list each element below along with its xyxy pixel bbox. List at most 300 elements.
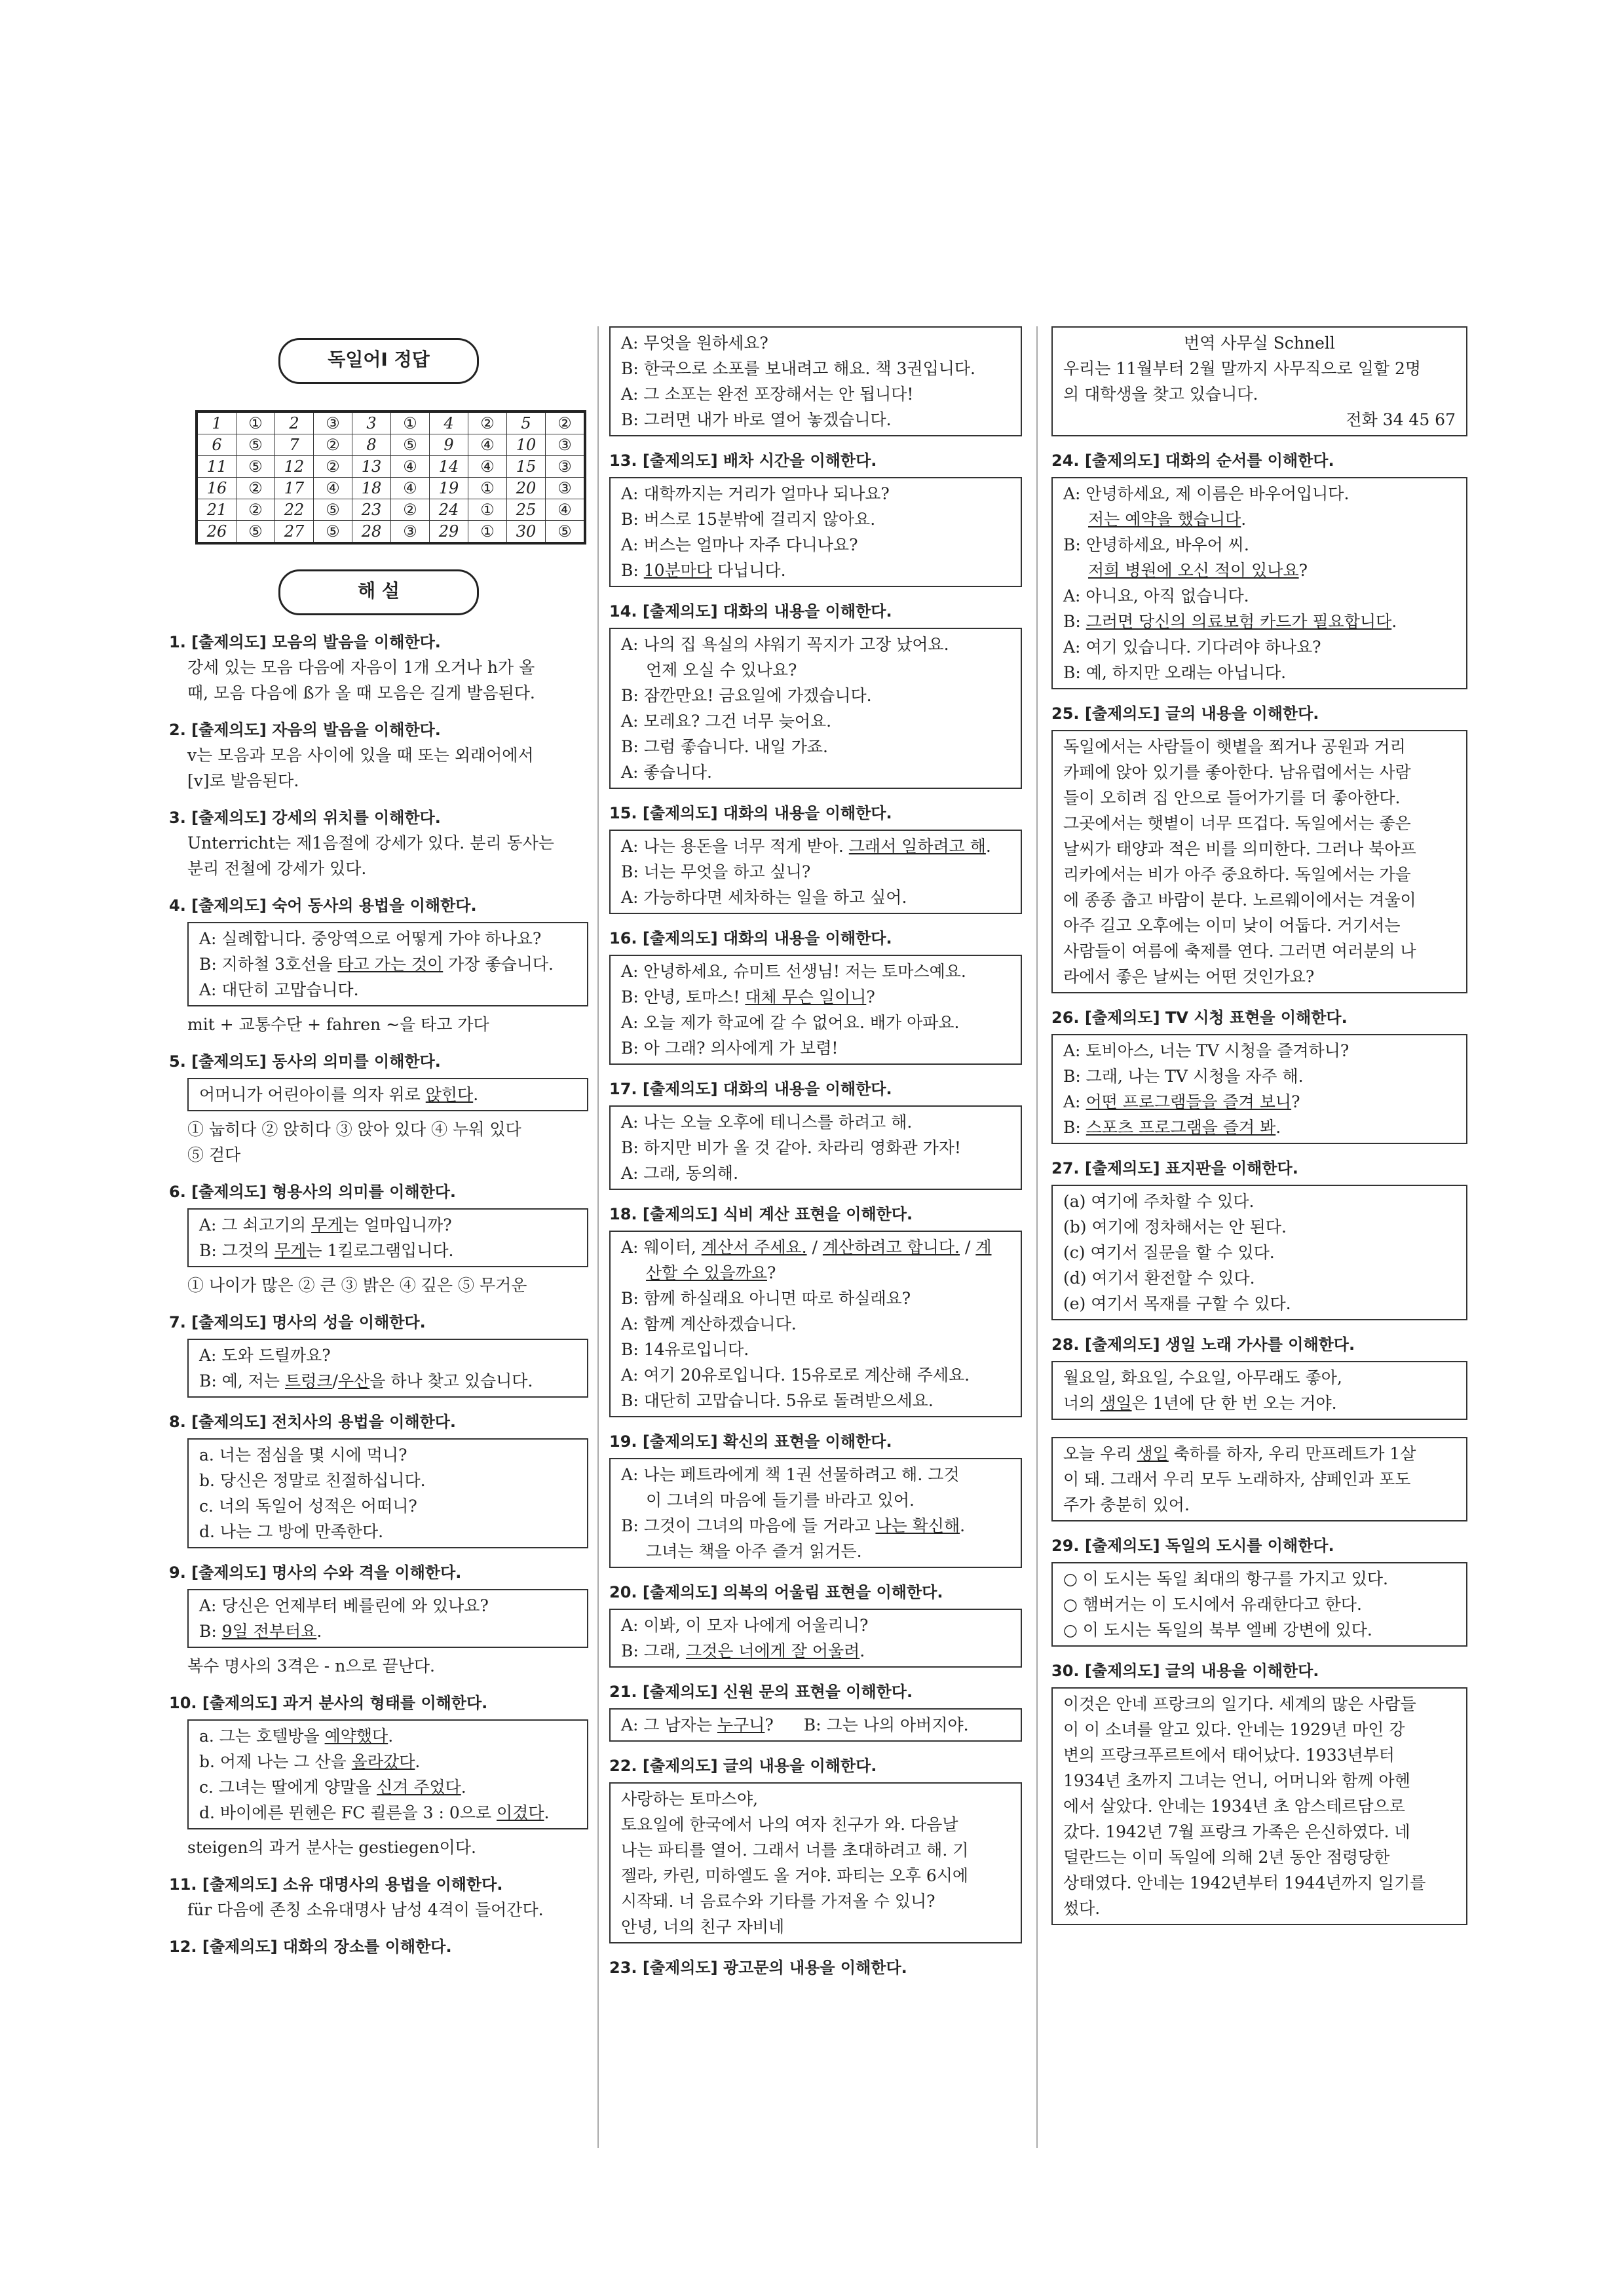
text-line: 1934년 초까지 그녀는 언니, 어머니와 함께 아헨 [1063, 1771, 1410, 1790]
dialog-line [1063, 1115, 1456, 1140]
question-number: 13 [352, 456, 391, 478]
text-span: 어머니가 어린아이를 의자 위로 [199, 1085, 426, 1104]
underlined-answer: 예약했다 [324, 1727, 388, 1746]
answer-row [197, 411, 585, 434]
text-line: ○ 이 도시는 독일의 북부 엘베 강변에 있다. [1063, 1620, 1372, 1639]
text-line: 날씨가 태양과 적은 비를 의미한다. 그러나 북아프 [1063, 839, 1416, 858]
q2-text [169, 742, 588, 794]
underlined-answer: 9일 전부터요 [221, 1622, 317, 1641]
box-line [199, 1749, 576, 1774]
question-number: 12 [275, 456, 314, 478]
dialog-line [199, 1618, 576, 1644]
dialog-line: A: 그래, 동의해. [621, 1164, 739, 1183]
box-line [199, 1774, 576, 1800]
q11-heading: 11. [출제의도] 소유 대명사의 용법을 이해한다. [169, 1875, 503, 1894]
dialog-line: 그녀는 책을 아주 즐겨 읽거든. [646, 1542, 862, 1561]
text-span: 는 1킬로그램입니다. [306, 1241, 454, 1260]
dialog-line: B: 그럼 좋습니다. 내일 가죠. [621, 737, 828, 756]
q8-heading: 8. [출제의도] 전치사의 용법을 이해한다. [169, 1413, 457, 1431]
page-title: 독일어Ⅰ 정답 [278, 338, 479, 384]
underlined-answer: 계 [975, 1238, 992, 1257]
dialog-line [621, 1234, 1010, 1260]
q20-dialog-box [609, 1609, 1022, 1668]
dialog-line [1063, 609, 1456, 634]
dialog-line: B: 대단히 고맙습니다. 5유로 돌려받으세요. [621, 1391, 934, 1410]
dialog-line [1063, 558, 1456, 583]
text-line [1063, 1441, 1456, 1466]
q14-dialog-box [609, 628, 1022, 789]
text-span: ? [766, 1263, 776, 1282]
dialog-line: A: 아니요, 아직 없습니다. [1063, 586, 1249, 605]
question-number: 1 [197, 411, 236, 434]
answer-choice: ⑤ [391, 434, 430, 456]
question-number: 10 [507, 434, 546, 456]
dialog-line: A: 여기 20유로입니다. 15유로로 계산해 주세요. [621, 1366, 970, 1385]
text-span: A: 웨이터, [621, 1238, 702, 1257]
dialog-line: A: 여기 있습니다. 기다려야 하나요? [1063, 638, 1321, 657]
q3-heading: 3. [출제의도] 강세의 위치를 이해한다. [169, 809, 441, 827]
q2-heading: 2. [출제의도] 자음의 발음을 이해한다. [169, 721, 441, 739]
option-line: ⑤ 걷다 [187, 1145, 241, 1164]
underlined-answer: 무게 [311, 1215, 343, 1234]
answer-choice: ④ [391, 456, 430, 478]
q22-heading: 22. [출제의도] 글의 내용을 이해한다. [609, 1757, 877, 1775]
q24-dialog-box [1051, 477, 1467, 689]
text-span: B: [621, 561, 644, 580]
q26-dialog-box [1051, 1034, 1467, 1144]
underlined-answer: 어떤 프로그램들을 즐겨 보니 [1086, 1092, 1292, 1111]
underlined-answer: 생일 [1137, 1444, 1169, 1463]
question-number: 28 [352, 521, 391, 544]
underlined-answer: 트렁크 [285, 1371, 333, 1390]
answer-choice: ② [468, 411, 507, 434]
text-span: . [544, 1803, 550, 1822]
dialog-line: B: 버스로 15분밖에 걸리지 않아요. [621, 510, 876, 529]
text-span: 오늘 우리 [1063, 1444, 1137, 1463]
q30-heading: 30. [출제의도] 글의 내용을 이해한다. [1051, 1662, 1319, 1680]
q18-heading: 18. [출제의도] 식비 계산 표현을 이해한다. [609, 1205, 913, 1223]
text-line: [v]로 발음된다. [187, 771, 299, 790]
text-span: . [1241, 510, 1247, 529]
underlined-answer: 10분마다 [643, 561, 713, 580]
column-3 [1051, 326, 1467, 1930]
q29-heading: 29. [출제의도] 독일의 도시를 이해한다. [1051, 1537, 1334, 1555]
text-span: / [806, 1238, 823, 1257]
q5-box [187, 1078, 588, 1111]
answer-choice: ① [391, 411, 430, 434]
text-span: 너의 [1063, 1394, 1101, 1413]
text-line: 이 이 소녀를 알고 있다. 안네는 1929년 마인 강 [1063, 1720, 1405, 1739]
dialog-line: A: 나의 집 욕실의 샤워기 꼭지가 고장 났어요. [621, 635, 949, 654]
dialog-line: A: 토비아스, 너는 TV 시청을 즐겨하니? [1063, 1041, 1350, 1060]
q12-heading: 12. [출제의도] 대화의 장소를 이해한다. [169, 1938, 452, 1956]
q27-sign-box [1051, 1185, 1467, 1320]
text-line: 분리 전철에 강세가 있다. [187, 859, 367, 878]
text-line: 썼다. [1063, 1899, 1101, 1918]
dialog-line: A: 실례합니다. 중앙역으로 어떻게 가야 하나요? [199, 929, 542, 948]
question-number: 27 [275, 521, 314, 544]
text-line: 카페에 앉아 있기를 좋아한다. 남유럽에서는 사람 [1063, 763, 1411, 782]
q23-heading: 23. [출제의도] 광고문의 내용을 이해한다. [609, 1959, 907, 1977]
dialog-line: A: 대단히 고맙습니다. [199, 980, 359, 999]
dialog-line: B: 안녕하세요, 바우어 씨. [1063, 535, 1249, 554]
text-span: 가장 좋습니다. [443, 955, 554, 974]
text-span: d. 바이에른 뮌헨은 FC 쾰른을 3 : 0으로 [199, 1803, 497, 1822]
text-line: 주가 충분히 있어. [1063, 1495, 1190, 1514]
text-line: 우리는 11월부터 2월 말까지 사무직으로 일할 2명 [1063, 359, 1422, 378]
dialog-line: B: 너는 무엇을 하고 싶니? [621, 862, 811, 881]
underlined-answer: 그것은 너에게 잘 어울려 [685, 1641, 860, 1660]
answer-row [197, 456, 585, 478]
dialog-line: B: 그러면 내가 바로 열어 놓겠습니다. [621, 410, 892, 429]
text-line: 리카에서는 비가 아주 중요하다. 독일에서는 가을 [1063, 865, 1411, 884]
text-span: . [859, 1641, 865, 1660]
dialog-line [621, 1712, 1010, 1738]
question-number: 8 [352, 434, 391, 456]
q24-heading: 24. [출제의도] 대화의 순서를 이해한다. [1051, 451, 1334, 470]
text-span: / [332, 1371, 338, 1390]
q9-heading: 9. [출제의도] 명사의 수와 격을 이해한다. [169, 1563, 462, 1582]
q6-options: ① 나이가 많은 ② 큰 ③ 밝은 ④ 깊은 ⑤ 무거운 [187, 1276, 527, 1295]
question-number: 18 [352, 478, 391, 499]
text-line: 나는 파티를 열어. 그래서 너를 초대하려고 해. 기 [621, 1841, 969, 1860]
dialog-line: B: 하지만 비가 올 것 같아. 차라리 영화관 가자! [621, 1138, 961, 1157]
text-span: B: 지하철 3호선을 [199, 955, 338, 974]
q1-heading: 1. [출제의도] 모음의 발음을 이해한다. [169, 633, 441, 651]
answer-choice: ③ [314, 411, 352, 434]
box-line [199, 1800, 576, 1826]
question-number: 20 [507, 478, 546, 499]
text-span: B: [1063, 1118, 1086, 1137]
dialog-line: A: 무엇을 원하세요? [621, 334, 768, 353]
text-line: 사랑하는 토마스야, [621, 1789, 759, 1808]
q19-dialog-box [609, 1458, 1022, 1568]
text-span: A: 그 쇠고기의 [199, 1215, 312, 1234]
text-line: (a) 여기에 주차할 수 있다. [1063, 1192, 1255, 1211]
text-line: 이 돼. 그래서 우리 모두 노래하자, 샴페인과 포도 [1063, 1470, 1411, 1489]
box-line: b. 당신은 정말로 친절하십니다. [199, 1471, 426, 1490]
dialog-line [199, 1238, 576, 1263]
text-line: 아주 길고 오후에는 이미 낮이 어둡다. 거기서는 [1063, 916, 1401, 935]
dialog-line: A: 오늘 제가 학교에 갈 수 없어요. 배가 아파요. [621, 1013, 960, 1032]
q26-heading: 26. [출제의도] TV 시청 표현을 이해한다. [1051, 1008, 1348, 1027]
text-line: 들이 오히려 집 안으로 들어가기를 더 좋아한다. [1063, 788, 1401, 807]
dialog-line: B: 잠깐만요! 금요일에 가겠습니다. [621, 686, 872, 705]
text-span: . [316, 1622, 322, 1641]
underlined-answer: 그러면 당신의 의료보험 카드가 필요합니다 [1086, 612, 1392, 631]
text-span: B: [1063, 612, 1086, 631]
q9-note: 복수 명사의 3격은 - n으로 끝난다. [187, 1656, 435, 1675]
underlined-answer: 신겨 주었다 [377, 1778, 461, 1797]
dialog-line: 언제 오실 수 있나요? [646, 660, 797, 679]
text-span: a. 그는 호텔방을 [199, 1727, 325, 1746]
q25-heading: 25. [출제의도] 글의 내용을 이해한다. [1051, 704, 1319, 723]
dialog-line: A: 안녕하세요, 제 이름은 바우어입니다. [1063, 484, 1350, 503]
question-number: 22 [275, 499, 314, 521]
q5-options [169, 1117, 588, 1168]
answer-choice: ④ [391, 478, 430, 499]
q25-text-box [1051, 730, 1467, 993]
text-line: 사람들이 여름에 축제를 연다. 그러면 여러분의 나 [1063, 942, 1416, 961]
dialog-line: A: 당신은 언제부터 베를린에 와 있나요? [199, 1596, 489, 1615]
text-span: B: 그것이 그녀의 마음에 들 거라고 [621, 1516, 876, 1535]
text-span: B: 예, 저는 [199, 1371, 286, 1390]
q6-dialog-box [187, 1208, 588, 1267]
text-line: 그곳에서는 햇볕이 너무 뜨겁다. 독일에서는 좋은 [1063, 814, 1411, 833]
text-span: B: [199, 1622, 222, 1641]
text-line: 덜란드는 이미 독일에 의해 2년 동안 점령당한 [1063, 1848, 1390, 1867]
dialog-line: 이 그녀의 마음에 들기를 바라고 있어. [646, 1491, 915, 1510]
text-span: B: 그래, [621, 1641, 686, 1660]
q28-lyrics-box-2 [1051, 1437, 1467, 1521]
q18-dialog-box [609, 1231, 1022, 1417]
dialog-line [621, 558, 1010, 583]
q16-dialog-box [609, 955, 1022, 1065]
q16-heading: 16. [출제의도] 대화의 내용을 이해한다. [609, 929, 892, 947]
dialog-line [621, 833, 1010, 859]
text-line: v는 모음과 모음 사이에 있을 때 또는 외래어에서 [187, 746, 534, 765]
text-span: 다닙니다. [712, 561, 786, 580]
ad-title: 번역 사무실 Schnell [1184, 334, 1335, 353]
underlined-answer: 올라갔다 [351, 1752, 415, 1771]
text-span: . [1275, 1118, 1281, 1137]
text-line: 때, 모음 다음에 ß가 올 때 모음은 길게 발음된다. [187, 683, 535, 702]
text-span: B: 그는 나의 아버지야. [803, 1715, 969, 1734]
q28-lyrics-box-1 [1051, 1361, 1467, 1420]
question-number: 5 [507, 411, 546, 434]
text-line: 월요일, 화요일, 수요일, 아무래도 좋아, [1063, 1368, 1342, 1387]
question-number: 2 [275, 411, 314, 434]
text-line: 변의 프랑크푸르트에서 태어났다. 1933년부터 [1063, 1746, 1395, 1765]
dialog-line: B: 한국으로 소포를 보내려고 해요. 책 3권입니다. [621, 359, 975, 378]
q14-heading: 14. [출제의도] 대화의 내용을 이해한다. [609, 602, 892, 621]
text-span: b. 어제 나는 그 산을 [199, 1752, 352, 1771]
text-span: . [1391, 612, 1397, 631]
q19-heading: 19. [출제의도] 확신의 표현을 이해한다. [609, 1432, 892, 1451]
box-line [199, 1082, 576, 1107]
underlined-answer: 대체 무슨 일이니 [745, 987, 867, 1006]
text-line: (e) 여기서 목재를 구할 수 있다. [1063, 1294, 1291, 1313]
underlined-answer: 우산 [337, 1371, 370, 1390]
question-number: 30 [507, 521, 546, 544]
q17-heading: 17. [출제의도] 대화의 내용을 이해한다. [609, 1080, 892, 1098]
dialog-line: B: 아 그래? 의사에게 가 보렴! [621, 1039, 839, 1058]
dialog-line [621, 1513, 1010, 1539]
text-span: A: 나는 용돈을 너무 적게 받아. [621, 837, 849, 856]
answer-choice: ⑤ [314, 521, 352, 544]
question-number: 24 [430, 499, 468, 521]
answer-row [197, 478, 585, 499]
text-span: B: 그것의 [199, 1241, 275, 1260]
answer-choice: ② [546, 411, 586, 434]
q21-dialog-box [609, 1708, 1022, 1742]
dialog-line: A: 안녕하세요, 슈미트 선생님! 저는 토마스예요. [621, 962, 966, 981]
answer-choice: ① [468, 521, 507, 544]
dialog-line: A: 나는 페트라에게 책 1권 선물하려고 해. 그것 [621, 1465, 960, 1484]
answer-row [197, 434, 585, 456]
q10-box [187, 1719, 588, 1829]
answer-choice: ⑤ [236, 434, 275, 456]
text-span: ? [765, 1715, 774, 1734]
q11-text: für 다음에 존칭 소유대명사 남성 4격이 들어간다. [187, 1900, 544, 1919]
dialog-line: B: 예, 하지만 오래는 아닙니다. [1063, 663, 1287, 682]
text-span: . [960, 1516, 966, 1535]
question-number: 11 [197, 456, 236, 478]
text-span: 축하를 하자, 우리 만프레트가 1살 [1168, 1444, 1416, 1463]
answer-choice: ③ [546, 434, 586, 456]
q13-dialog-box [609, 477, 1022, 587]
q12-dialog-box [609, 326, 1022, 436]
answer-choice: ④ [546, 499, 586, 521]
q4-note: mit + 교통수단 + fahren ~을 타고 가다 [187, 1015, 489, 1034]
box-line: c. 너의 독일어 성적은 어떠니? [199, 1497, 417, 1516]
answer-choice: ⑤ [236, 521, 275, 544]
dialog-line: B: 14유로입니다. [621, 1340, 749, 1359]
answer-choice: ② [314, 434, 352, 456]
underlined-answer: 저희 병원에 오신 적이 있나요 [1088, 561, 1299, 580]
answer-choice: ① [468, 499, 507, 521]
text-span: . [461, 1778, 466, 1797]
dialog-line [621, 1260, 1010, 1286]
text-line [1063, 1390, 1456, 1416]
question-number: 4 [430, 411, 468, 434]
q7-dialog-box [187, 1339, 588, 1398]
column-2 [609, 326, 1022, 1980]
text-span: A: [1063, 1092, 1086, 1111]
text-span: ? [866, 987, 875, 1006]
q6-heading: 6. [출제의도] 형용사의 의미를 이해한다. [169, 1183, 457, 1201]
q4-dialog-box [187, 922, 588, 1006]
q17-dialog-box [609, 1105, 1022, 1190]
box-line [199, 1723, 576, 1749]
question-number: 23 [352, 499, 391, 521]
q13-heading: 13. [출제의도] 배차 시간을 이해한다. [609, 451, 877, 470]
column-1 [169, 326, 588, 1959]
answer-table [195, 410, 586, 545]
dialog-line: A: 함께 계산하겠습니다. [621, 1314, 797, 1333]
underlined-answer: 계산하려고 합니다. [822, 1238, 960, 1257]
dialog-line: A: 좋습니다. [621, 763, 712, 782]
option-line: ① 눕히다 ② 앉히다 ③ 앉아 있다 ④ 누워 있다 [187, 1120, 521, 1139]
q3-text [169, 830, 588, 881]
text-span: . [473, 1085, 479, 1104]
text-span: 을 하나 찾고 있습니다. [369, 1371, 533, 1390]
dialog-line: A: 그 소포는 완전 포장해서는 안 됩니다! [621, 385, 914, 404]
question-number: 17 [275, 478, 314, 499]
dialog-line: A: 가능하다면 세차하는 일을 하고 싶어. [621, 888, 907, 907]
text-line: Unterricht는 제1음절에 강세가 있다. 분리 동사는 [187, 833, 554, 852]
text-line: 안녕, 너의 친구 자비네 [621, 1917, 785, 1936]
dialog-line: A: 모레요? 그건 너무 늦어요. [621, 712, 832, 731]
question-number: 14 [430, 456, 468, 478]
answer-choice: ② [314, 456, 352, 478]
underlined-answer: 타고 가는 것이 [337, 955, 444, 974]
question-number: 21 [197, 499, 236, 521]
q1-text [169, 655, 588, 706]
q23-ad-box [1051, 326, 1467, 436]
question-number: 9 [430, 434, 468, 456]
dialog-line: A: 이봐, 이 모자 나에게 어울리니? [621, 1616, 869, 1635]
question-number: 7 [275, 434, 314, 456]
q30-text-box [1051, 1687, 1467, 1925]
text-line: 이것은 안네 프랑크의 일기다. 세계의 많은 사람들 [1063, 1694, 1416, 1713]
text-span: / [960, 1238, 976, 1257]
q5-heading: 5. [출제의도] 동사의 의미를 이해한다. [169, 1052, 441, 1071]
q10-note: steigen의 과거 분사는 gestiegen이다. [187, 1838, 476, 1857]
text-span: 은 1년에 단 한 번 오는 거야. [1131, 1394, 1337, 1413]
underlined-answer: 누구니 [717, 1715, 765, 1734]
dialog-line [199, 1368, 576, 1394]
question-number: 25 [507, 499, 546, 521]
text-line: 라에서 좋은 날씨는 어떤 것인가요? [1063, 967, 1315, 986]
dialog-line: A: 도와 드릴까요? [199, 1346, 331, 1365]
dialog-line [621, 984, 1010, 1010]
underlined-answer: 그래서 일하려고 해 [848, 837, 986, 856]
question-number: 3 [352, 411, 391, 434]
underlined-answer: 생일 [1100, 1394, 1132, 1413]
column-divider [597, 326, 599, 2148]
underlined-answer: 산할 수 있을까요 [646, 1263, 767, 1282]
underlined-answer: 앉힌다 [425, 1085, 474, 1104]
answer-row [197, 521, 585, 544]
underlined-answer: 스포츠 프로그램을 즐겨 봐 [1086, 1118, 1276, 1137]
answer-choice: ③ [391, 521, 430, 544]
dialog-line [1063, 1089, 1456, 1115]
box-line: a. 너는 점심을 몇 시에 먹니? [199, 1445, 407, 1464]
answer-choice: ⑤ [314, 499, 352, 521]
q20-heading: 20. [출제의도] 의복의 어울림 표현을 이해한다. [609, 1583, 943, 1601]
question-number: 6 [197, 434, 236, 456]
text-span: . [415, 1752, 421, 1771]
text-line: 강세 있는 모음 다음에 자음이 1개 오거나 h가 올 [187, 658, 535, 677]
text-line: (d) 여기서 환전할 수 있다. [1063, 1269, 1255, 1288]
question-number: 16 [197, 478, 236, 499]
dialog-line [199, 951, 576, 977]
answer-choice: ④ [468, 456, 507, 478]
q15-heading: 15. [출제의도] 대화의 내용을 이해한다. [609, 804, 892, 822]
answer-choice: ① [468, 478, 507, 499]
text-span: ? [1298, 561, 1308, 580]
text-line: ○ 햄버거는 이 도시에서 유래한다고 한다. [1063, 1595, 1362, 1614]
answer-choice: ⑤ [546, 521, 586, 544]
q21-heading: 21. [출제의도] 신원 문의 표현을 이해한다. [609, 1683, 913, 1701]
q9-dialog-box [187, 1589, 588, 1648]
text-span: ? [1291, 1092, 1300, 1111]
answer-choice: ③ [546, 456, 586, 478]
q4-heading: 4. [출제의도] 숙어 동사의 용법을 이해한다. [169, 896, 477, 915]
answer-choice: ④ [314, 478, 352, 499]
q15-dialog-box [609, 830, 1022, 914]
dialog-line: A: 대학까지는 거리가 얼마나 되나요? [621, 484, 890, 503]
text-line: (c) 여기서 질문을 할 수 있다. [1063, 1243, 1275, 1262]
text-line: 시작돼. 너 음료수와 기타를 가져올 수 있니? [621, 1892, 935, 1911]
dialog-line: B: 함께 하실래요 아니면 따로 하실래요? [621, 1289, 911, 1308]
q28-heading: 28. [출제의도] 생일 노래 가사를 이해한다. [1051, 1335, 1355, 1354]
box-line: d. 나는 그 방에 만족한다. [199, 1522, 384, 1541]
text-span: c. 그녀는 딸에게 양말을 [199, 1778, 377, 1797]
answer-choice: ② [391, 499, 430, 521]
underlined-answer: 무게 [274, 1241, 307, 1260]
text-span: . [388, 1727, 394, 1746]
text-span: . [985, 837, 991, 856]
text-line: 에 종종 춥고 바람이 분다. 노르웨이에서는 겨울이 [1063, 890, 1416, 909]
answer-choice: ① [236, 411, 275, 434]
ad-phone: 전화 34 45 67 [1346, 410, 1456, 429]
text-line: 토요일에 한국에서 나의 여자 친구가 와. 다음날 [621, 1815, 958, 1834]
q8-box [187, 1438, 588, 1548]
dialog-line: B: 그래, 나는 TV 시청을 자주 해. [1063, 1067, 1304, 1086]
answer-choice: ② [236, 499, 275, 521]
